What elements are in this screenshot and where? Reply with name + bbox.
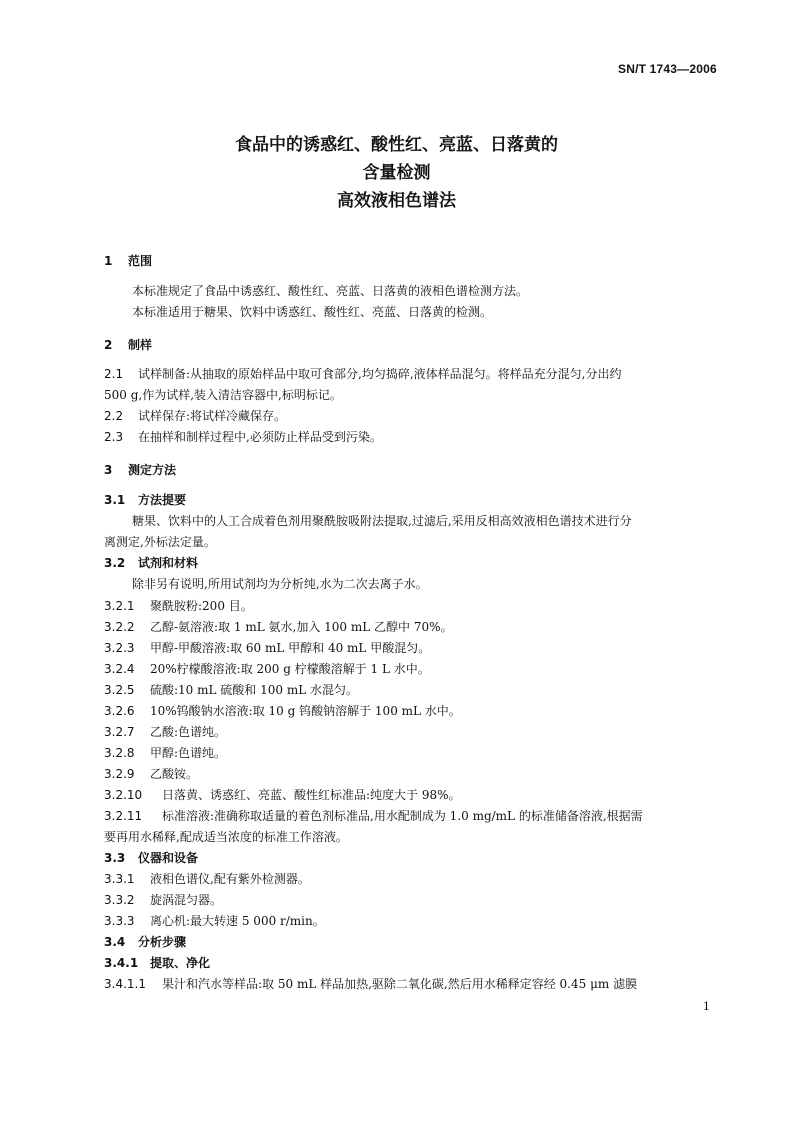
clause-number: 3.2.3 [104,641,135,655]
clause-3-2-6 [104,704,716,718]
clause-title: 试剂和材料 [138,556,199,570]
clause-number: 3.4 [104,935,126,949]
clause-text: 日落黄、诱惑红、亮蓝、酸性红标准品:纯度大于 98%。 [162,788,461,802]
clause-3-2-4 [104,662,716,676]
section-1-paragraph-1: 本标准规定了食品中诱惑红、酸性红、亮蓝、日落黄的液相色谱检测方法。 [132,284,529,298]
clause-number: 3.3.2 [104,893,135,907]
clause-number: 3.3.3 [104,914,135,928]
clause-number: 3.2.4 [104,662,135,676]
clause-number: 3.2.5 [104,683,135,697]
clause-number: 3.2.7 [104,725,135,739]
section-number: 2 [104,338,113,352]
title-line-2: 含量检测 [362,163,431,183]
clause-number: 3.3.1 [104,872,135,886]
clause-3-2-8 [104,746,716,760]
clause-text: 液相色谱仪,配有紫外检测器。 [150,872,310,886]
clause-3-2-paragraph: 除非另有说明,所用试剂均为分析纯,水为二次去离子水。 [132,577,428,591]
clause-text: 试样保存:将试样冷藏保存。 [138,409,287,423]
clause-3-4-1-heading [104,956,716,970]
clause-text: 标准溶液:准确称取适量的着色剂标准品,用水配制成为 1.0 mg/mL 的标准储备溶液,根据需 [162,809,643,823]
clause-number: 3.2.1 [104,599,135,613]
clause-3-3-heading [104,851,716,865]
clause-text: 硫酸:10 mL 硫酸和 100 mL 水混匀。 [150,683,358,697]
clause-text: 10%钨酸钠水溶液:取 10 g 钨酸钠溶解于 100 mL 水中。 [150,704,461,718]
page-number: 1 [703,1000,710,1013]
clause-number: 3.4.1.1 [104,977,146,991]
title-line-3: 高效液相色谱法 [337,191,456,211]
clause-title: 分析步骤 [138,935,187,949]
clause-3-2-11-continued: 要再用水稀释,配成适当浓度的标准工作溶液。 [104,830,348,844]
section-title: 制样 [128,338,153,352]
clause-title: 方法提要 [138,493,187,507]
clause-3-4-1-1 [104,977,716,991]
clause-number: 3.2.9 [104,767,135,781]
clause-3-1-paragraph: 糖果、饮料中的人工合成着色剂用聚酰胺吸附法提取,过滤后,采用反相高效液相色谱技术进行分 [132,514,632,528]
section-title: 测定方法 [128,463,177,477]
clause-3-4-heading [104,935,716,949]
clause-number: 3.2 [104,556,126,570]
clause-number: 3.1 [104,493,126,507]
clause-text: 乙醇-氨溶液:取 1 mL 氨水,加入 100 mL 乙醇中 70%。 [150,620,453,634]
clause-3-2-11 [104,809,716,823]
clause-3-1-paragraph-continued: 离测定,外标法定量。 [104,535,216,549]
clause-3-2-2 [104,620,716,634]
clause-number: 2.3 [104,430,124,444]
clause-2-2 [104,409,716,423]
section-1-paragraph-2: 本标准适用于糖果、饮料中诱惑红、酸性红、亮蓝、日落黄的检测。 [132,305,493,319]
clause-number: 3.2.6 [104,704,135,718]
clause-number: 2.1 [104,367,124,381]
section-number: 1 [104,254,113,268]
clause-number: 3.2.8 [104,746,135,760]
section-3-heading [104,461,176,478]
clause-3-2-5 [104,683,716,697]
clause-2-3 [104,430,716,444]
clause-text: 旋涡混匀器。 [150,893,223,907]
clause-text: 果汁和汽水等样品:取 50 mL 样品加热,驱除二氧化碳,然后用水稀释定容经 0.45 μm 滤膜 [162,977,638,991]
section-2-heading [104,336,152,353]
section-title: 范围 [128,254,153,268]
clause-3-2-heading [104,556,716,570]
clause-number: 3.4.1 [104,956,139,970]
clause-number: 2.2 [104,409,124,423]
clause-text: 离心机:最大转速 5 000 r/min。 [150,914,325,928]
clause-text: 乙酸铵。 [150,767,199,781]
clause-number: 3.2.10 [104,788,143,802]
clause-text: 在抽样和制样过程中,必须防止样品受到污染。 [138,430,382,444]
clause-3-3-1 [104,872,716,886]
clause-title: 仪器和设备 [138,851,199,865]
clause-text: 聚酰胺粉:200 目。 [150,599,253,613]
clause-title: 提取、净化 [150,956,211,970]
section-1-heading [104,252,152,269]
title-line-1: 食品中的诱惑红、酸性红、亮蓝、日落黄的 [235,135,558,155]
clause-3-3-2 [104,893,716,907]
clause-3-2-7 [104,725,716,739]
clause-3-2-9 [104,767,716,781]
clause-text: 甲醇-甲酸溶液:取 60 mL 甲醇和 40 mL 甲酸混匀。 [150,641,431,655]
clause-3-2-1 [104,599,716,613]
clause-text: 试样制备:从抽取的原始样品中取可食部分,均匀捣碎,液体样品混匀。将样品充分混匀,分出约 [138,367,622,381]
clause-3-1-heading [104,493,716,507]
clause-number: 3.3 [104,851,126,865]
clause-3-3-3 [104,914,716,928]
clause-number: 3.2.11 [104,809,143,823]
clause-text: 甲醇:色谱纯。 [150,746,227,760]
clause-2-1 [104,367,716,381]
section-number: 3 [104,463,113,477]
clause-text: 20%柠檬酸溶液:取 200 g 柠檬酸溶解于 1 L 水中。 [150,662,430,676]
clause-number: 3.2.2 [104,620,135,634]
clause-2-1-continued: 500 g,作为试样,装入清洁容器中,标明标记。 [104,388,342,402]
standard-code: SN/T 1743—2006 [618,62,717,76]
clause-3-2-3 [104,641,716,655]
clause-3-2-10 [104,788,716,802]
clause-text: 乙酸:色谱纯。 [150,725,227,739]
